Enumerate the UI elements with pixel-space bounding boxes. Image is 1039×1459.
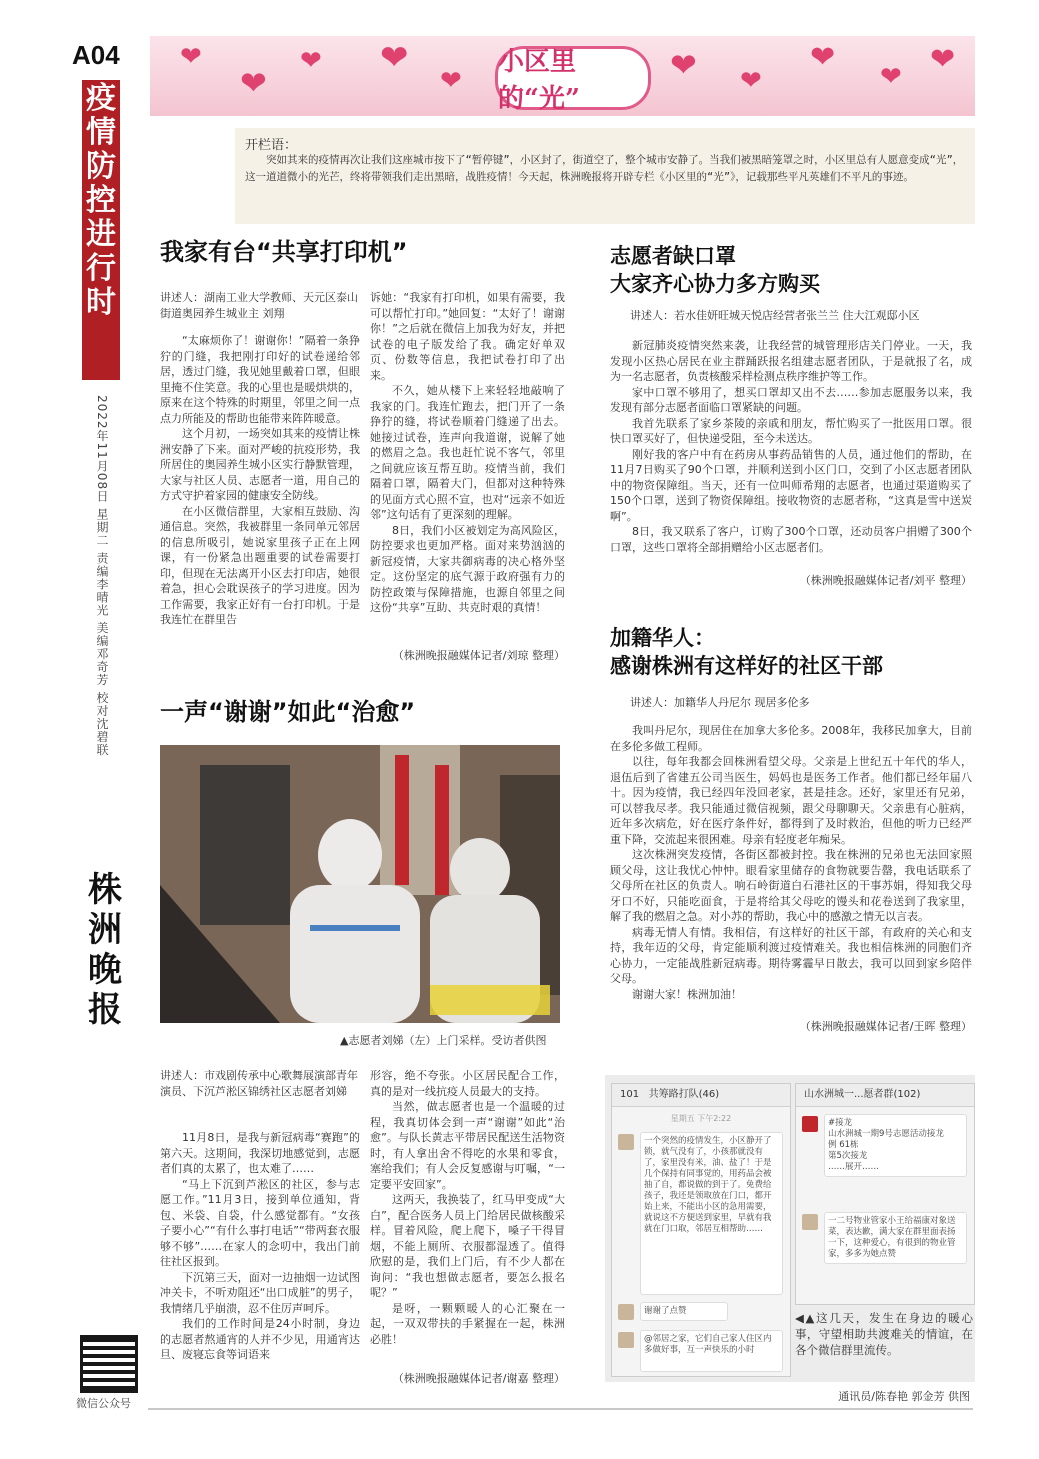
article1-headline: 我家有台“共享打印机” xyxy=(160,238,408,266)
heart-icon: ❤ xyxy=(380,38,409,78)
paragraph: “马上下沉到芦淞区的社区，参与志愿工作。”11月3日，接到单位通知，背包、米袋、自袋，什么感觉都有。“女孩子要小心”“有什么事打电话”“带两套衣服够不够”……在家人的念叨中，我出门前往社区报到。 xyxy=(160,1177,360,1268)
page-number: A04 xyxy=(72,40,120,70)
wechat-credit: 通讯员/陈春艳 郭金芳 供图 xyxy=(838,1390,970,1403)
avatar xyxy=(618,1134,634,1150)
volunteer-photo xyxy=(160,745,560,1023)
article2-col1 xyxy=(160,1130,360,1363)
chat-message: 谢谢了点赞 xyxy=(640,1302,728,1321)
unread-badge: 101 xyxy=(620,1089,640,1100)
article2-headline: 一声“谢谢”如此“治愈” xyxy=(160,698,416,726)
article3-headline-line2: 大家齐心协力多方购买 xyxy=(610,272,820,296)
paragraph: 在小区微信群里，大家相互鼓励、沟通信息。突然，我被群里一条同单元邻居的信息所吸引，她说家里孩子正在上网课，有一份紧急出题重要的试卷需要打印，但现在无法离开小区去打印店，她很着急，担心会耽误孩子的学习进度。因为工作需要，我家正好有一台打印机。于是我连忙在群里告 xyxy=(160,504,360,626)
chat-message: 一个突然的疫情发生，小区静开了锁，就气没有了，小孩那就没有了，家里没有米，油、盐了！于是几个保持有同事觉的，用药品会被抽了自，都说做的到于了。免费给孩子，我还是领取放在门口，都开始上来，不能出小区的急用需要，就说这不方便送到家里，早就有我就在门口取，邻居互相帮助…… xyxy=(640,1132,783,1295)
paragraph: 这两天，我换装了，红马甲变成“大白”，配合医务人员上门给居民做核酸采样。冒着风险，爬上爬下，嗓子干得冒烟，不能上厕所、衣服都湿透了。值得欣慰的是，我们上门后，有不少人都在询问：“我也想做志愿者，要怎么报名呢？” xyxy=(370,1193,565,1299)
paragraph: 刚好我的客户中有在药房从事药品销售的人员，通过他们的帮助，在11月7日购买了90个口罩，并顺利送到小区门口，交到了小区志愿者团队中的物资保障组。当天，还有一位叫师希翔的志愿者，也通过渠道购买了150个口罩，送到了物资保障组。接收物资的志愿者称，“这真是雪中送炭啊”。 xyxy=(610,447,972,523)
article3-credit: （株洲晚报融媒体记者/刘平 整理） xyxy=(799,574,972,587)
paragraph: “太麻烦你了！谢谢你！”隔着一条狰狞的门缝，我把刚打印好的试卷递给邻居，透过门缝，我见她里戴着口罩，但眼里掩不住笑意。我的心里也是暖烘烘的，原来在这个特殊的时期里，邻里之间一点点力所能及的帮助也能带来阵阵暖意。 xyxy=(160,334,360,425)
qr-code-icon xyxy=(80,1335,138,1393)
article1-credit: （株洲晚报融媒体记者/刘琼 整理） xyxy=(392,649,565,662)
intro-text: 突如其来的疫情再次让我们这座城市按下了“暂停键”，小区封了，街道空了，整个城市安静了。当我们被黑暗笼罩之时，小区里总有人愿意变成“光”，这一道道微小的光芒，终将带领我们走出黑暗，战胜疫情！今天起，株洲晚报将开辟专栏《小区里的“光”》，记载那些平凡英雄们不平凡的事迹。 xyxy=(245,154,964,183)
date-line: 2022年11月08日 星期二 责编李晴光 美编邓奇芳 校对沈碧联 xyxy=(95,395,109,757)
wechat-screenshots xyxy=(605,1075,975,1382)
paragraph: 病毒无情人有情。我相信，有这样好的社区干部，有政府的关心和支持，我年迈的父母，肯定能顺利渡过疫情难关。我也相信株洲的同胞们齐心协力，一定能战胜新冠病毒。期待雾霾早日散去，我可以回到家乡陪伴父母。 xyxy=(610,925,972,985)
intro-label: 开栏语： xyxy=(245,138,298,153)
paragraph: 不久，她从楼下上来轻轻地敲响了我家的门。我连忙跑去，把门开了一条狰狞的缝，将试卷顺着门缝递了出去。她接过试卷，连声向我道谢，说解了她的燃眉之急。我也赶忙说不客气，邻里之间就应该互帮互助。疫情当前，我们隔着口罩，隔着大门，但都对这种特殊的见面方式心照不宣，也对“远亲不如近邻”这句话有了更深刻的理解。 xyxy=(370,384,565,521)
photo-illustration xyxy=(160,745,560,1023)
article1-narrator: 讲述人：湖南工业大学教师、天元区泰山街道奥园养生城业主 刘翔 xyxy=(160,291,358,320)
qr-label: 微信公众号 xyxy=(76,1397,131,1410)
chat-title: 共筹路打队(46) xyxy=(648,1089,720,1100)
paragraph: 当然，做志愿者也是一个温暖的过程，我真切体会到一声“谢谢”如此“治愈”。与队长黄志平带居民配送生活物资时，有人拿出舍不得吃的水果和零食，塞给我们；有人会反复感谢与叮嘱，“一定要平安回家”。 xyxy=(370,1100,565,1191)
paragraph: 家中口罩不够用了，想买口罩却又出不去……参加志愿服务以来，我发现有部分志愿者面临口罩紧缺的问题。 xyxy=(610,385,972,414)
paragraph: 这次株洲突发疫情，各街区都被封控。我在株洲的兄弟也无法回家照顾父母，这让我忧心忡忡。眼看家里储存的食物就要告罄，我电话联系了父母所在社区的负责人。响石岭街道白石港社区的干事苏娟，得知我父母牙口不好，只能吃面食，于是将给其父母吃的馒头和花卷送到了我家里，解了我的燃眉之急。对小苏的帮助，我心中的感激之情无以言表。 xyxy=(610,848,972,923)
paragraph: 11月8日，是我与新冠病毒“赛跑”的第六天。这期间，我深切地感觉到，志愿者们真的太累了，也太难了…… xyxy=(160,1131,360,1175)
paragraph: 8日，我又联系了客户，订购了300个口罩，还动员客户捐赠了300个口罩，这些口罩将全部捐赠给小区志愿者们。 xyxy=(610,525,972,554)
chat-message: @邻居之家，它们自己家人住区内多做好事，互一声快乐的小时 xyxy=(640,1330,783,1372)
article4-headline-line2: 感谢株洲有这样好的社区干部 xyxy=(610,654,883,678)
column-title: 小区里的“光” xyxy=(495,46,651,110)
paragraph: 我首先联系了家乡茶陵的亲戚和朋友，帮忙购买了一批医用口罩。很快口罩买好了，但快递受阻，至今未送达。 xyxy=(610,416,972,445)
heart-icon: ❤ xyxy=(810,40,836,75)
heart-icon: ❤ xyxy=(300,46,322,76)
heart-icon: ❤ xyxy=(180,42,202,72)
article1-col1 xyxy=(160,333,360,628)
bottom-rule xyxy=(148,1408,973,1410)
paragraph: 诉她：“我家有打印机，如果有需要，我可以帮忙打印。”她回复：“太好了！谢谢你！”之后就在微信上加我为好友，并把试卷的电子版发给了我。确定好单双页、份数等信息，我把试卷打印了出来。 xyxy=(370,291,565,382)
paragraph: 我们的工作时间是24小时制，身边的志愿者熬通宵的人并不少见，用通宵达旦、废寝忘食等词语来 xyxy=(160,1317,360,1361)
article2-narrator: 讲述人：市戏剧传承中心歌舞展演部青年演员、下沉芦淞区锦绣社区志愿者刘娣 xyxy=(160,1069,358,1098)
article4-credit: （株洲晚报融媒体记者/王晖 整理） xyxy=(799,1020,972,1033)
paragraph: 形容，绝不夸张。小区居民配合工作，真的是对一线抗疫人员最大的支持。 xyxy=(370,1069,565,1098)
photo-caption: ▲志愿者刘娣（左）上门采样。受访者供图 xyxy=(340,1034,547,1047)
paragraph: 8日，我们小区被划定为高风险区，防控要求也更加严格。面对来势汹汹的新冠疫情，大家共御病毒的决心格外坚定。这份坚定的底气源于政府强有力的防控政策与保障措施，也源自邻里之间这份“共享”互助、共克时艰的真情！ xyxy=(370,523,565,614)
chat-time: 星期五 下午2:22 xyxy=(670,1114,732,1123)
paragraph: 我叫丹尼尔，现居住在加拿大多伦多。2008年，我移民加拿大，目前在多伦多做工程师。 xyxy=(610,724,972,753)
chat-header xyxy=(612,1084,790,1107)
article3-narrator: 讲述人：若水佳妍旺城天悦店经营者张兰兰 住大江观邸小区 xyxy=(630,309,920,322)
newspaper-brand: 株洲晚报 xyxy=(88,870,122,1030)
paragraph: 是呀，一颗颗暖人的心汇聚在一起，一双双带扶的手紧握在一起，株洲必胜！ xyxy=(370,1301,565,1346)
chat-header: 山水洲城一...愿者群(102) xyxy=(796,1084,974,1107)
avatar xyxy=(802,1116,818,1132)
paragraph: 新冠肺炎疫情突然来袭，让我经营的城管理形店关门停业。一天，我发现小区热心居民在业主群踊跃报名组建志愿者团队，于是就报了名，成为一名志愿者，负责核酸采样检测点秩序维护等工作。 xyxy=(610,339,972,383)
paragraph: 下沉第三天，面对一边抽烟一边试图冲关卡，不听劝阻还“出口成脏”的男子，我情绪几乎崩溃，忍不住厉声呵斥。 xyxy=(160,1270,360,1315)
article2-credit: （株洲晚报融媒体记者/谢嘉 整理） xyxy=(392,1372,565,1385)
article4-narrator: 讲述人：加籍华人丹尼尔 现居多伦多 xyxy=(630,696,810,709)
article3-headline-line1: 志愿者缺口罩 xyxy=(610,244,736,268)
heart-icon: ❤ xyxy=(930,42,956,77)
wechat-left-screen xyxy=(611,1083,791,1377)
avatar xyxy=(618,1304,634,1320)
heart-icon: ❤ xyxy=(240,64,267,102)
avatar xyxy=(802,1214,818,1230)
column-banner xyxy=(150,36,975,116)
avatar xyxy=(618,1332,634,1348)
chat-message: 一二号物业管家小王给福康对象送菜，表达歉，满大家在群里面表扬一下，这种爱心，有很到的物业管家，多多为她点赞 xyxy=(824,1212,967,1264)
paragraph: 谢谢大家！株洲加油！ xyxy=(632,987,742,1001)
article1-col2 xyxy=(370,290,565,616)
wechat-right-screen xyxy=(795,1083,975,1305)
article4-body xyxy=(610,723,972,1002)
heart-icon: ❤ xyxy=(880,62,902,92)
heart-icon: ❤ xyxy=(670,46,697,84)
heart-icon: ❤ xyxy=(440,66,462,96)
paragraph: 以往，每年我都会回株洲看望父母。父亲是上世纪五十年代的华人，退伍后到了省建五公司当医生，妈妈也是医务工作者。他们都已经年届八十。因为疫情，我已经四年没回老家，甚是挂念。还好，家里还有兄弟，可以替我尽孝。我只能通过微信视频，跟父母聊聊天。父亲患有心脏病，近年多次病危，好在医疗条件好，都得到了及时救治，但他的听力已经严重下降，交流起来很困难。母亲有轻度老年痴呆。 xyxy=(610,755,972,846)
paragraph: 这个月初，一场突如其来的疫情让株洲安静了下来。面对严峻的抗疫形势，我所居住的奥园养生城小区实行静默管理，大家与社区人员、志愿者一道，用自己的方式守护着家园的健康安全防线。 xyxy=(160,427,360,502)
article2-col2 xyxy=(370,1068,565,1347)
article3-body xyxy=(610,338,972,555)
chat-message: #接龙 山水洲城一期9号志愿活动接龙 例 61栋 第5次接龙 ……展开…… xyxy=(824,1114,967,1177)
article4-headline-line1: 加籍华人： xyxy=(610,626,715,650)
wechat-caption: ◀▲这几天，发生在身边的暖心事，守望相助共渡难关的情谊，在各个微信群里流传。 xyxy=(795,1311,973,1357)
section-title: 疫情防控进行时 xyxy=(86,81,116,320)
heart-icon: ❤ xyxy=(740,66,762,96)
